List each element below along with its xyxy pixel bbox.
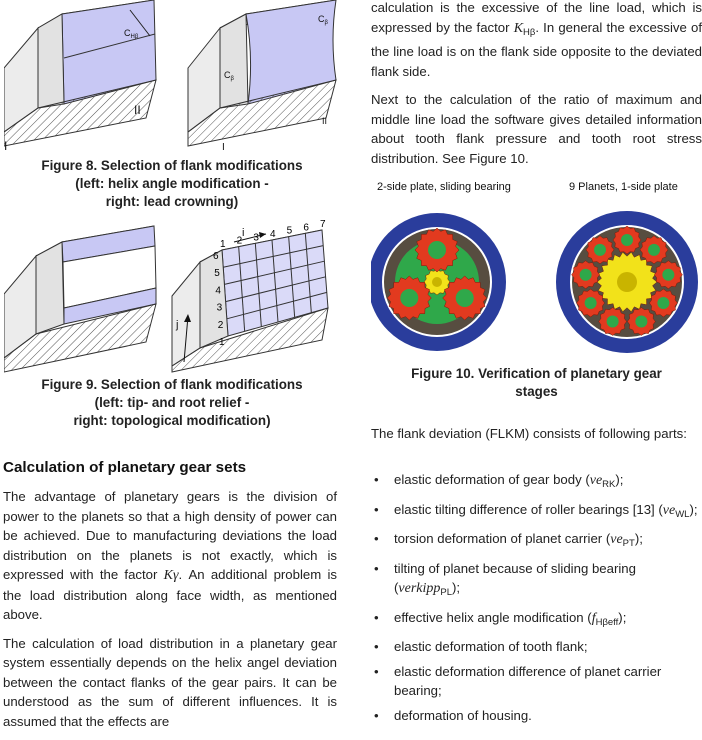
c-b-label: $C_\beta$: [318, 14, 328, 26]
arrow-i-label: i: [242, 227, 245, 239]
list-item: • elastic deformation of tooth flank;: [371, 637, 702, 657]
grid-j-label: 3: [216, 302, 223, 314]
section-heading-planetary: Calculation of planetary gear sets: [3, 459, 247, 476]
factor-k-hbeta: $K_{H\beta}$: [513, 20, 536, 38]
grid-i-label: 6: [303, 222, 309, 234]
figure-10-caption: [371, 365, 702, 401]
grid-i-label: 3: [253, 232, 259, 244]
figure-8-caption-line: right: lead crowning): [105, 194, 239, 209]
figure-10-caption-line: stages: [515, 384, 558, 399]
right-body-text-top: [371, 0, 702, 177]
figure-8-drawing: [4, 0, 340, 152]
tooth-helix-modification: [4, 0, 156, 152]
bullet-dot: •: [374, 531, 379, 546]
grid-j-label: 6: [213, 251, 219, 262]
bullet-dot: •: [374, 501, 379, 517]
list-item: • elastic tilting difference of roller bearings [13] $(ve_{WL})$;: [374, 501, 698, 520]
paragraph-planetary-advantage: The advantage of planetary gears is the division of power to the planets so that a high density of power can be achieved. Due to manufacturing deviations the load distribution on the planets is not exactly, which is expressed with the factor Kγ. An additional problem is the load distribution along face width, as mentioned above.: [3, 489, 338, 622]
planetary-gearset-two-side-plate: [375, 220, 499, 344]
bullet-dot: •: [374, 639, 379, 654]
gear-hub: [657, 297, 669, 309]
list-item: • deformation of housing.: [371, 706, 702, 726]
grid-i-label: 5: [286, 225, 293, 237]
grid-i-label: 1: [220, 239, 226, 250]
figure-8-caption-line: (left: helix angle modification -: [75, 176, 269, 191]
c-b2-label: $C_\beta$: [224, 70, 234, 82]
tooth-topological-grid: [172, 219, 328, 372]
planetary-gearset-nine-planets: [563, 218, 691, 346]
bullet-dot: •: [374, 663, 379, 679]
gear-hub: [617, 272, 637, 292]
grid-j-label: 4: [215, 285, 221, 297]
gear-hub: [621, 234, 633, 246]
figure-10-caption-line: Figure 10. Verification of planetary gear: [411, 366, 662, 381]
c-hb-label: $C_{H\beta}$: [124, 28, 139, 40]
bullet-dot: •: [374, 472, 379, 487]
roman-one-label: I: [4, 139, 8, 152]
gear-hub: [594, 244, 606, 256]
figure-9-caption-line: Figure 9. Selection of flank modifications: [41, 377, 303, 392]
arrow-j-label: j: [176, 319, 179, 331]
tooth-lead-crowning: [188, 0, 336, 152]
paragraph-flank-deviation: The flank deviation (FLKM) consists of following parts:: [371, 426, 687, 441]
grid-j-label: 2: [217, 319, 224, 331]
list-item: • tilting of planet because of sliding bearing (verkipp$_{PL}$);: [374, 560, 636, 598]
grid-i-label: 4: [270, 229, 276, 240]
flank-deviation-list: [371, 470, 702, 730]
gear-hub: [432, 277, 442, 287]
left-column: [0, 0, 344, 732]
factor-k-gamma: Kγ: [163, 568, 179, 583]
gear-hub: [635, 315, 647, 327]
list-item: • elastic deformation of gear body $(ve_{RK})$;: [374, 472, 624, 490]
grid-i-label: 7: [320, 219, 326, 230]
paragraph-load-distribution: The calculation of load distribution in a planetary gear system essentially depends on the helix angel deviation between the contact flanks of the gear pairs. It can be understood as the sum of different influences. It is assumed that the effects are: [3, 635, 337, 729]
left-body-text: [3, 487, 337, 740]
grid-i-label: 2: [236, 235, 243, 247]
figure-10-label-right: 9 Planets, 1-side plate: [569, 181, 678, 193]
gear-hub: [607, 315, 619, 327]
figure-9-drawing: [4, 216, 340, 374]
roman-two-label: II: [134, 103, 141, 117]
roman-one-b-label: I: [222, 142, 225, 152]
gear-hub: [456, 289, 474, 307]
right-column: [371, 0, 702, 732]
tooth-tip-root-relief: [4, 226, 156, 372]
paragraph-line-load: calculation is the excessive of the line load, which is expressed by the factor $K_{H\beta}$. In general the excessive of the line load is on the flank side opposite to the deviated flank side.: [371, 0, 702, 79]
bullet-dot: •: [374, 707, 379, 723]
grid-j-label: 1: [219, 337, 225, 348]
list-item: • elastic deformation difference of planet carrier bearing;: [374, 663, 662, 698]
roman-two-b-label: II: [322, 116, 328, 126]
bullet-dot: •: [374, 560, 379, 576]
paragraph-software-info: Next to the calculation of the ratio of maximum and middle line load the software gives detailed information about tooth flank pressure and tooth root stress distribution. See Figure 10.: [371, 92, 702, 166]
figure-8-caption-line: Figure 8. Selection of flank modifications: [41, 158, 303, 173]
figure-10-label-left: 2-side plate, sliding bearing: [377, 181, 511, 193]
grid-j-label: 5: [214, 268, 220, 280]
list-item: • torsion deformation of planet carrier $(ve_{PT})$;: [374, 531, 643, 549]
gear-hub: [428, 241, 446, 259]
figure-9-caption-line: (left: tip- and root relief -: [94, 395, 250, 410]
figure-9-caption: [0, 376, 344, 430]
figure-8-caption: [0, 157, 344, 211]
gear-hub: [400, 289, 418, 307]
list-item: • effective helix angle modification $(f_{H\beta eff})$;: [374, 609, 627, 628]
gear-hub: [648, 244, 660, 256]
bullet-dot: •: [374, 609, 379, 625]
figure-10-drawing: [371, 176, 702, 366]
gear-hub: [580, 269, 592, 281]
figure-9-caption-line: right: topological modification): [73, 413, 271, 428]
gear-hub: [662, 269, 674, 281]
gear-hub: [585, 297, 597, 309]
